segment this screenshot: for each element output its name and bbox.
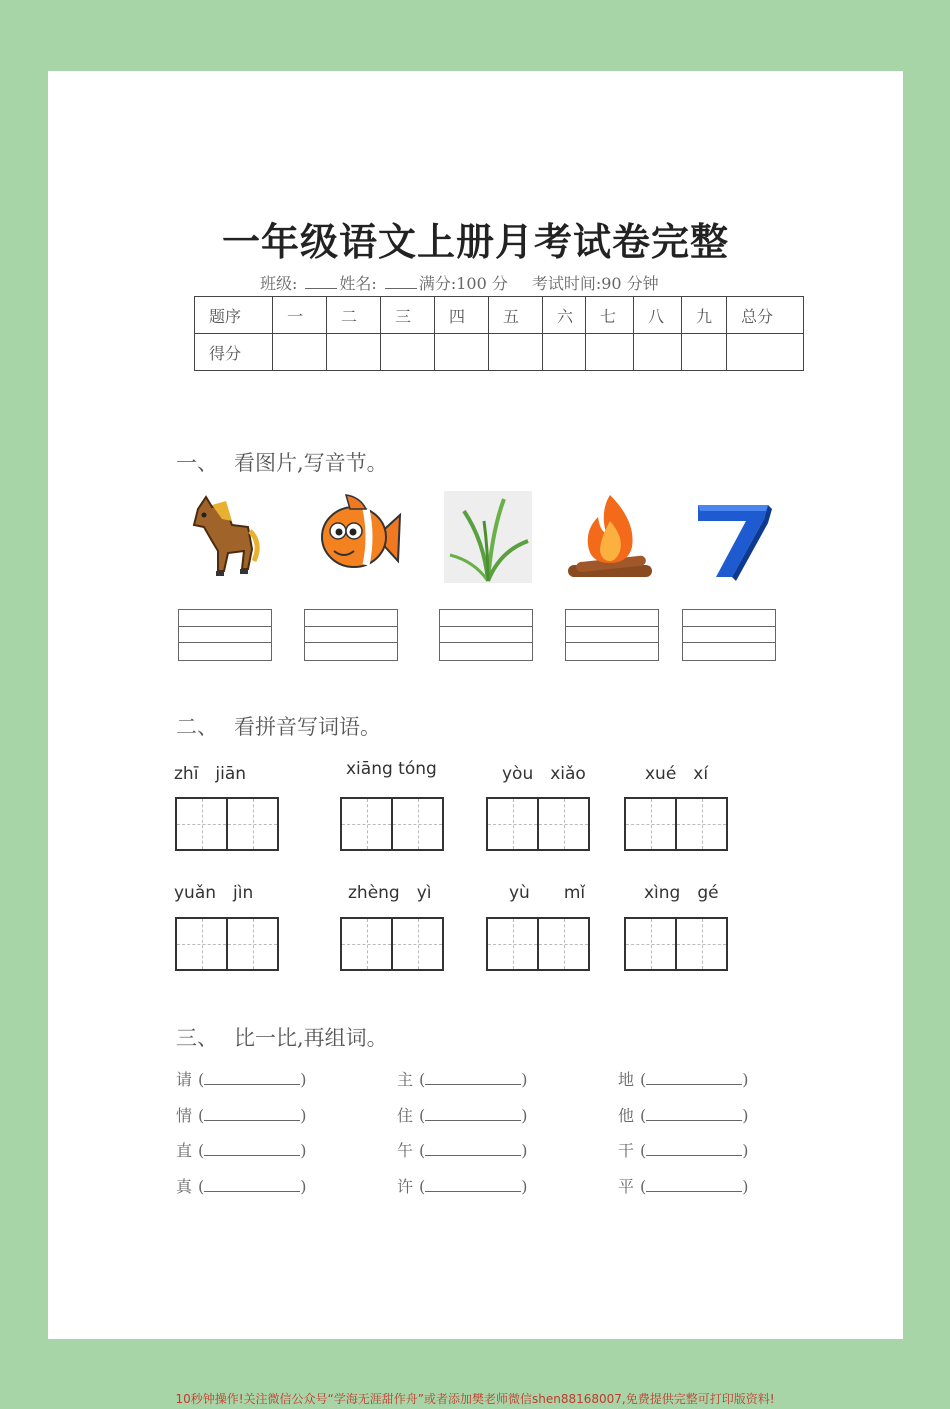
score-header-cell: 八 xyxy=(634,297,682,334)
answer-blank[interactable] xyxy=(204,1180,300,1192)
answer-blank[interactable] xyxy=(425,1180,521,1192)
compare-item: 直 ( ) xyxy=(176,1138,307,1161)
footer-promo-text: 10秒钟操作!关注微信公众号“学海无涯甜作舟”或者添加樊老师微信shen88168007,免费提供完整可打印版资料! xyxy=(175,1392,775,1406)
section3-heading xyxy=(176,1022,388,1052)
score-row-label: 得分 xyxy=(195,334,273,371)
section1-heading xyxy=(176,447,388,477)
score-header-cell: 三 xyxy=(381,297,435,334)
score-header-cell: 四 xyxy=(435,297,489,334)
tianzige-box[interactable] xyxy=(486,797,590,851)
answer-blank[interactable] xyxy=(425,1073,521,1085)
answer-blank[interactable] xyxy=(425,1109,521,1121)
name-blank xyxy=(385,288,417,289)
compare-item: 情 ( ) xyxy=(176,1103,307,1126)
name-label: 姓名: xyxy=(339,274,377,293)
section1-title: 看图片,写音节。 xyxy=(234,451,388,475)
compare-item: 许 ( ) xyxy=(397,1174,528,1197)
score-header-cell: 二 xyxy=(327,297,381,334)
compare-char: 地 xyxy=(618,1070,635,1089)
compare-char: 干 xyxy=(618,1141,635,1160)
section3-title: 比一比,再组词。 xyxy=(234,1026,388,1050)
answer-blank[interactable] xyxy=(204,1073,300,1085)
score-cell[interactable] xyxy=(273,334,327,371)
compare-item: 午 ( ) xyxy=(397,1138,528,1161)
compare-char: 请 xyxy=(176,1070,193,1089)
horse-icon xyxy=(178,491,266,583)
pinyin-label: xìng gé xyxy=(644,883,719,903)
pinyin-writing-box[interactable] xyxy=(682,609,776,661)
compare-char: 主 xyxy=(397,1070,414,1089)
tianzige-box[interactable] xyxy=(624,917,728,971)
score-cell[interactable] xyxy=(435,334,489,371)
compare-item: 住 ( ) xyxy=(397,1103,528,1126)
tianzige-box[interactable] xyxy=(340,917,444,971)
section3-number: 三、 xyxy=(176,1026,218,1050)
pinyin-label: zhèng yì xyxy=(348,883,432,903)
section1-number: 一、 xyxy=(176,451,218,475)
section2-heading xyxy=(176,711,381,741)
compare-char: 情 xyxy=(176,1106,193,1125)
answer-blank[interactable] xyxy=(204,1144,300,1156)
section2-title: 看拼音写词语。 xyxy=(234,715,381,739)
full-score: 满分:100 分 xyxy=(418,274,508,293)
section2-number: 二、 xyxy=(176,715,218,739)
compare-char: 直 xyxy=(176,1141,193,1160)
seven-icon xyxy=(688,491,776,583)
score-header-cell: 五 xyxy=(489,297,543,334)
compare-item: 真 ( ) xyxy=(176,1174,307,1197)
pinyin-writing-box[interactable] xyxy=(178,609,272,661)
compare-char: 他 xyxy=(618,1106,635,1125)
compare-item: 主 ( ) xyxy=(397,1067,528,1090)
class-blank xyxy=(305,288,337,289)
pinyin-label: xué xí xyxy=(645,764,709,784)
score-table xyxy=(194,296,804,371)
score-cell[interactable] xyxy=(543,334,586,371)
score-header-cell: 六 xyxy=(543,297,586,334)
pinyin-writing-box[interactable] xyxy=(439,609,533,661)
compare-item: 请 ( ) xyxy=(176,1067,307,1090)
pinyin-label: yù mǐ xyxy=(509,883,586,903)
grass-icon xyxy=(444,491,532,583)
pinyin-writing-box[interactable] xyxy=(304,609,398,661)
compare-item: 地 ( ) xyxy=(618,1067,749,1090)
compare-char: 平 xyxy=(618,1177,635,1196)
page-title: 一年级语文上册月考试卷完整 xyxy=(221,219,729,264)
pinyin-label: xiāng tóng xyxy=(346,759,437,779)
answer-blank[interactable] xyxy=(646,1073,742,1085)
score-cell[interactable] xyxy=(489,334,543,371)
compare-item: 干 ( ) xyxy=(618,1138,749,1161)
pinyin-label: zhī jiān xyxy=(174,764,247,784)
answer-blank[interactable] xyxy=(646,1180,742,1192)
answer-blank[interactable] xyxy=(204,1109,300,1121)
score-header-cell: 九 xyxy=(682,297,727,334)
score-header-cell: 七 xyxy=(586,297,634,334)
score-cell[interactable] xyxy=(634,334,682,371)
score-cell[interactable] xyxy=(586,334,634,371)
score-table-score-row xyxy=(195,334,804,371)
score-cell[interactable] xyxy=(381,334,435,371)
pinyin-writing-box[interactable] xyxy=(565,609,659,661)
pinyin-label: yòu xiǎo xyxy=(502,764,586,784)
compare-item: 他 ( ) xyxy=(618,1103,749,1126)
answer-blank[interactable] xyxy=(646,1144,742,1156)
pinyin-label: yuǎn jìn xyxy=(174,883,254,903)
exam-info xyxy=(260,271,659,294)
tianzige-box[interactable] xyxy=(624,797,728,851)
tianzige-box[interactable] xyxy=(486,917,590,971)
tianzige-box[interactable] xyxy=(175,917,279,971)
tianzige-box[interactable] xyxy=(175,797,279,851)
compare-char: 真 xyxy=(176,1177,193,1196)
compare-char: 许 xyxy=(397,1177,414,1196)
class-label: 班级: xyxy=(260,274,298,293)
tianzige-box[interactable] xyxy=(340,797,444,851)
compare-char: 住 xyxy=(397,1106,414,1125)
score-table-header-row xyxy=(195,297,804,334)
score-cell[interactable] xyxy=(682,334,727,371)
score-header-cell: 总分 xyxy=(727,297,804,334)
compare-char: 午 xyxy=(397,1141,414,1160)
compare-item: 平 ( ) xyxy=(618,1174,749,1197)
exam-page xyxy=(48,71,903,1339)
score-header-cell: 一 xyxy=(273,297,327,334)
exam-time: 考试时间:90 分钟 xyxy=(531,274,659,293)
score-cell[interactable] xyxy=(727,334,804,371)
answer-blank[interactable] xyxy=(425,1144,521,1156)
fire-icon xyxy=(566,491,654,583)
fish-icon xyxy=(316,491,404,583)
score-cell[interactable] xyxy=(327,334,381,371)
score-header-cell: 题序 xyxy=(195,297,273,334)
answer-blank[interactable] xyxy=(646,1109,742,1121)
